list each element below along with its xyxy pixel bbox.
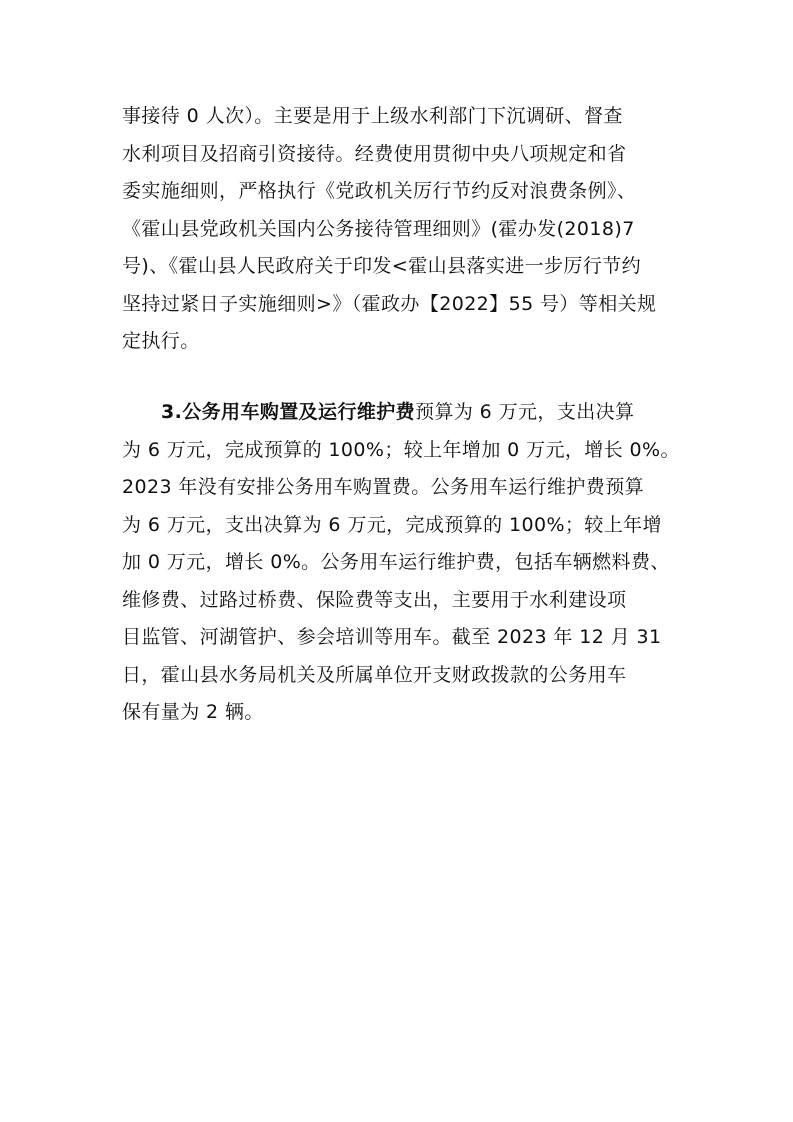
paragraph-first-line	[122, 394, 678, 432]
text-line: 坚持过紧日子实施细则>》（霍政办【2022】55 号）等相关规	[122, 292, 657, 315]
paragraph-vehicle-expenses	[122, 394, 678, 732]
section-heading: 3.公务用车购置及运行维护费	[161, 401, 416, 423]
text-line: 为 6 万元，支出决算为 6 万元，完成预算的 100%；较上年增	[122, 513, 662, 536]
text-line: 委实施细则，严格执行《党政机关厉行节约反对浪费条例》、	[122, 180, 637, 202]
text-line: 目监管、河湖管护、参会培训等用车。截至 2023 年 12 月 31	[122, 626, 662, 648]
text-line: 事接待 0 人次）。主要是用于上级水利部门下沉调研、督查	[122, 105, 623, 127]
paragraph-reception-expenses	[122, 98, 678, 361]
text-line: 保有量为 2 辆。	[122, 701, 264, 723]
text-line: 2023 年没有安排公务用车购置费。公务用车运行维护费预算	[122, 476, 644, 498]
text-line: 维修费、过路过桥费、保险费等支出，主要用于水利建设项	[122, 588, 627, 611]
text-line: 加 0 万元，增长 0%。公务用车运行维护费，包括车辆燃料费、	[122, 551, 670, 573]
text-line: 定执行。	[122, 330, 200, 352]
text-line: 日，霍山县水务局机关及所属单位开支财政拨款的公务用车	[122, 663, 627, 686]
text-line: 为 6 万元，完成预算的 100%；较上年增加 0 万元，增长 0%。	[122, 438, 680, 461]
text-segment: 预算为 6 万元，支出决算	[415, 401, 635, 423]
text-line: 号)、《霍山县人民政府关于印发<霍山县落实进一步厉行节约	[122, 255, 642, 277]
text-line: 《霍山县党政机关国内公务接待管理细则》(霍办发(2018)7	[122, 217, 635, 240]
text-line: 水利项目及招商引资接待。经费使用贯彻中央八项规定和省	[122, 142, 627, 165]
